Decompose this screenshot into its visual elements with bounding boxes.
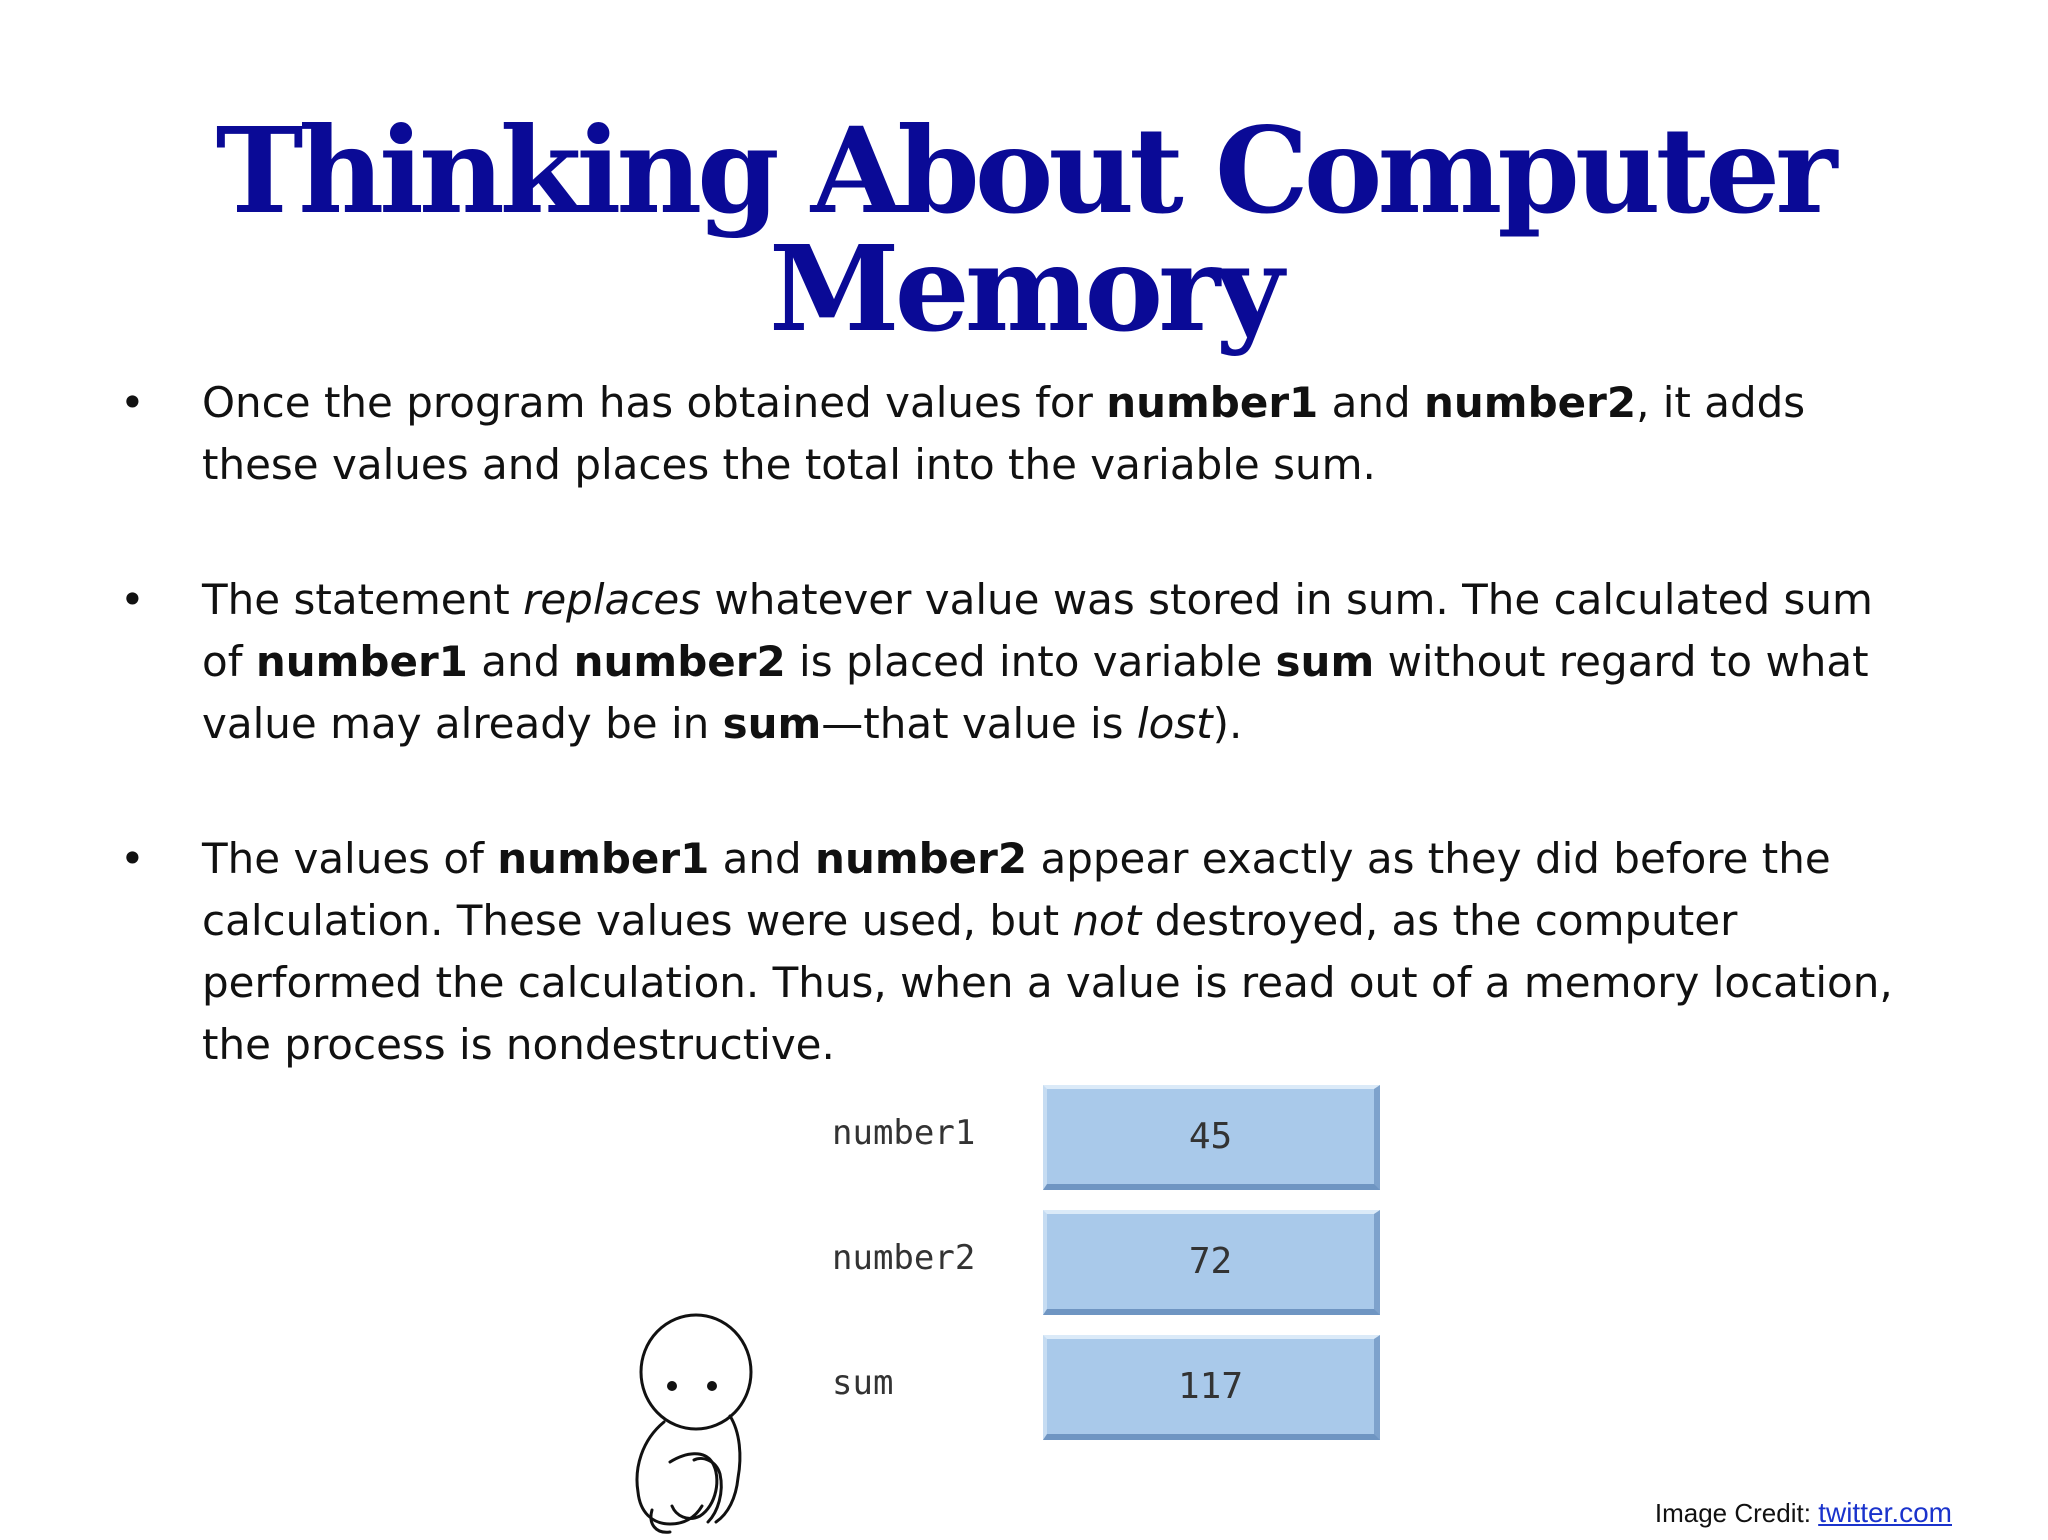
text-run: is placed into variable xyxy=(785,637,1276,686)
text-run: and xyxy=(1318,378,1424,427)
bold-term: number1 xyxy=(497,834,710,883)
bullet-item xyxy=(120,569,1920,755)
image-credit xyxy=(1655,1497,1952,1529)
credit-label: Image Credit: xyxy=(1654,1498,1811,1528)
emphasis-term: lost xyxy=(1136,699,1213,748)
memory-cell-number1: 45 xyxy=(1043,1085,1380,1190)
bullet-dot: • xyxy=(120,834,145,883)
memory-label-number1: number1 xyxy=(832,1113,976,1153)
text-run: Once the program has obtained values for xyxy=(202,378,1107,427)
bold-term: number2 xyxy=(1424,378,1637,427)
memory-diagram xyxy=(400,1085,1400,1535)
text-run: The statement xyxy=(202,575,524,624)
emphasis-term: replaces xyxy=(523,575,702,624)
bullet-item xyxy=(120,828,1920,1076)
memory-label-sum: sum xyxy=(832,1363,894,1403)
credit-link[interactable]: twitter.com xyxy=(1818,1497,1952,1528)
text-run: appear exactly as they did before the calculation. These values were used, but xyxy=(202,834,1831,945)
sad-person-illustration xyxy=(612,1310,772,1540)
bullet-dot: • xyxy=(120,378,145,427)
text-run: whatever value was stored in sum. The calculated sum of xyxy=(202,575,1873,686)
text-run: without regard to what value may already be in xyxy=(202,637,1869,748)
memory-cell-number2: 72 xyxy=(1043,1210,1380,1315)
bold-term: number2 xyxy=(573,637,786,686)
slide-title: Thinking About Computer Memory xyxy=(215,101,1833,358)
text-run: and xyxy=(467,637,574,686)
bold-term: number1 xyxy=(1106,378,1319,427)
bullet-list xyxy=(120,372,1920,1149)
text-run: The values of xyxy=(202,834,498,883)
bullet-text xyxy=(202,372,1920,496)
text-run: ). xyxy=(1212,699,1243,748)
emphasis-term: not xyxy=(1072,896,1142,945)
text-run: and xyxy=(709,834,816,883)
text-run: —that value is xyxy=(821,699,1137,748)
bold-term: number2 xyxy=(815,834,1028,883)
bold-term: sum xyxy=(722,699,822,748)
bold-term: number1 xyxy=(255,637,468,686)
bullet-dot: • xyxy=(120,575,145,624)
bold-term: sum xyxy=(1275,637,1375,686)
bullet-item xyxy=(120,372,1920,496)
bullet-text xyxy=(202,828,1920,1076)
memory-cell-sum: 117 xyxy=(1043,1335,1380,1440)
text-run: destroyed, as the computer performed the calculation. Thus, when a value is read out of a memory location, the process is nondestructive. xyxy=(202,896,1893,1069)
memory-label-number2: number2 xyxy=(832,1238,976,1278)
text-run: , it adds these values and places the total into the variable sum. xyxy=(202,378,1806,489)
bullet-text xyxy=(202,569,1920,755)
